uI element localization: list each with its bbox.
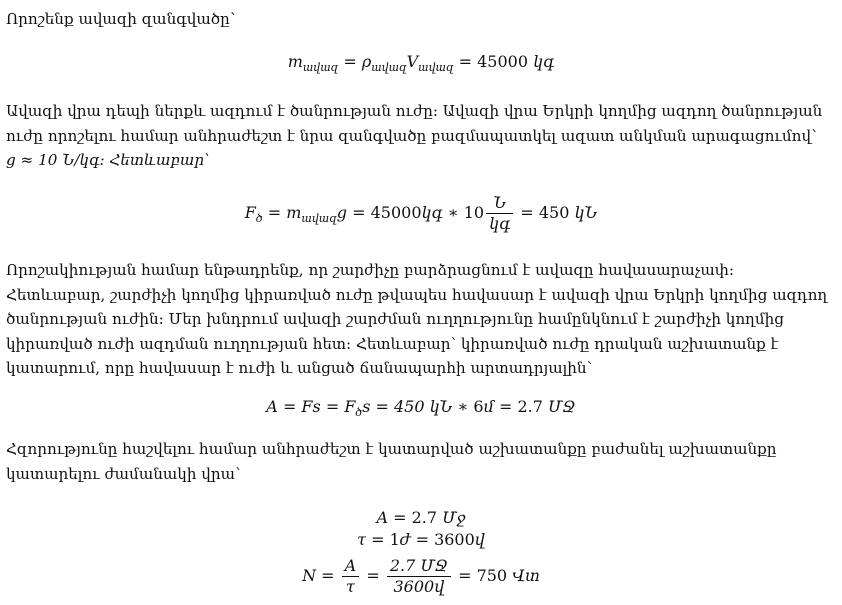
paragraph-gravity-force: Ավազի վրա դեպի ներքև ազդում է ծանրության ուժը: Ավազի վրա Երկրի կողմից ազդող ծանրության ուժը որոշելու համար անհրաժեշտ է նրա զանգվածը բազմապատկել ազատ անկման արագացումով՝ g ≈ 10 Ն/կգ: Հետևաբար՝ xyxy=(6,102,823,170)
equation-work-value: A = 2.7 Մջ xyxy=(376,508,466,527)
fraction-newton-per-kg: $\frac{\text{Ն}}{\text{կգ}}$ xyxy=(486,193,513,234)
equation-work: $A = Fs = F_ծs = 450$ կՆ ∗ 6մ = 2.7 ՄՋ xyxy=(266,397,576,419)
fraction-values: $\frac{\text{2.7 ՄՋ}}{\text{3600վ}}$ xyxy=(387,556,451,597)
paragraph-mass-intro: Որոշենք ավազի զանգվածը՝ xyxy=(6,10,236,28)
equation-gravity-force: $F_ծ = m_{ավազ}g$ = 45000կգ ∗ 10 $\frac{\text{Ն}}{\text{կգ}}$ = 450 կՆ xyxy=(244,193,598,233)
equation-time-value: τ = 1ժ = 3600վ xyxy=(357,530,485,549)
fraction-work-over-time: $\frac{A}{\tau}$ xyxy=(342,556,360,597)
paragraph-work: Որոշակիության համար ենթադրենք, որ շարժիչը բարձրացնում է ավազը հավասարաչափ: Հետևաբար, շարժիչի կողմից կիրառված ուժը թվապես հավասար է ավազի վրա Երկրի կողմից ազդող ծանրության ուժին: Մեր խնդրում ավազի շարժման ուղղությունը համընկնում է շարժիչի կողմից կիրառված ուժի ազդման ուղղության հետ: Հետևաբար՝ կիրառված ուժը դրական աշխատանք է կատարում, որը հավասար է ուժի և անցած ճանապարհի արտադրյալին՝ xyxy=(6,261,828,378)
paragraph-power: Հզորությունը հաշվելու համար անհրաժեշտ է կատարված աշխատանքը բաժանել աշխատանքը կատարելու ժամանակի վրա՝ xyxy=(6,440,777,483)
equation-power: N = $\frac{A}{\tau}$ = $\frac{\text{2.7 ՄՋ}}{\text{3600վ}}$ = 750 Վտ xyxy=(302,556,540,596)
equation-mass: $m_{ավազ} = \rho_{ավազ}V_{ավազ} = 45000$ կգ xyxy=(287,52,555,74)
